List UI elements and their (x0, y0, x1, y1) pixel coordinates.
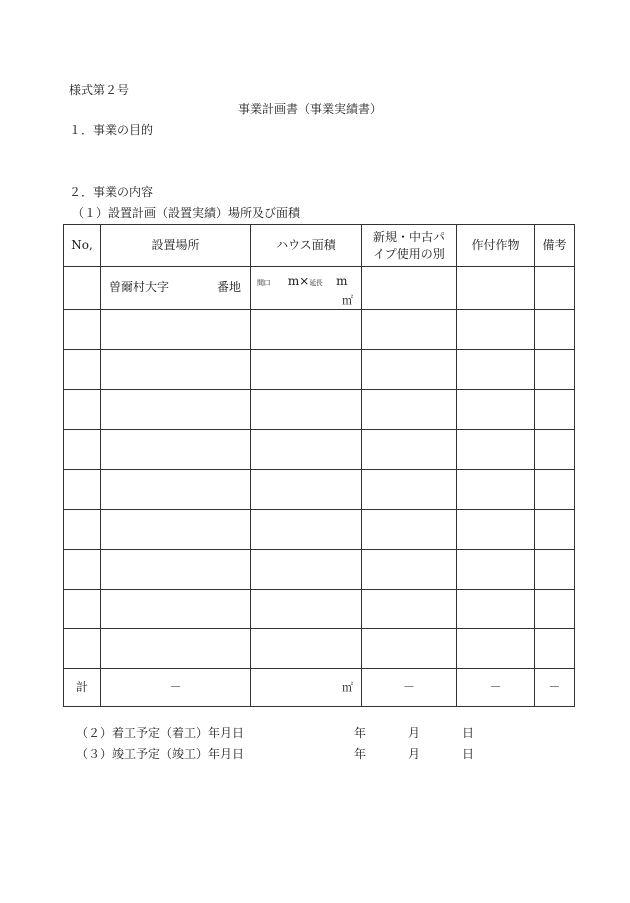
subsection-installation-heading: （１）設置計画（設置実績）場所及び面積 (72, 206, 301, 220)
start-day: 日 (462, 726, 475, 740)
total-pipe: － (362, 669, 457, 707)
document-title: 事業計画書（事業実績書） (238, 102, 383, 116)
table-row (64, 550, 575, 590)
unit-m: m (336, 274, 348, 288)
section-content-heading: ２．事業の内容 (69, 185, 154, 199)
end-date-label: （３）竣工予定（竣工）年月日 (76, 747, 245, 761)
table-total-row (64, 669, 575, 707)
header-crop: 作付作物 (457, 225, 535, 267)
header-area: ハウス面積 (251, 225, 362, 267)
table-row (64, 350, 575, 390)
unit-sqm: ㎡ (342, 294, 353, 308)
depth-label: 延長 (309, 279, 323, 287)
total-area (251, 669, 362, 707)
cell-area (251, 267, 362, 310)
cell-pipe (362, 267, 457, 310)
header-location: 設置場所 (101, 225, 251, 267)
table-row (64, 430, 575, 470)
table-row (64, 510, 575, 550)
times-m: m× (287, 274, 310, 288)
section-purpose-heading: １．事業の目的 (69, 123, 154, 137)
location-prefix: 曽爾村大字 (109, 280, 170, 294)
total-crop: － (457, 669, 535, 707)
end-year: 年 (354, 747, 367, 761)
table-row (64, 310, 575, 350)
header-pipe (362, 225, 457, 267)
total-location: － (101, 669, 251, 707)
table-row (64, 390, 575, 430)
total-remarks: － (535, 669, 575, 707)
cell-remarks (535, 267, 575, 310)
total-unit-sqm: ㎡ (342, 681, 353, 695)
header-pipe-line1: 新規・中古パ (372, 230, 445, 245)
table-row (64, 470, 575, 510)
table-row (64, 267, 575, 310)
table-row (64, 590, 575, 629)
cell-location (101, 267, 251, 310)
start-date-label: （２）着工予定（着工）年月日 (76, 726, 245, 740)
start-month: 月 (408, 726, 421, 740)
total-label: 計 (64, 669, 101, 707)
installation-table (63, 224, 575, 707)
form-number: 様式第２号 (69, 83, 130, 97)
end-day: 日 (462, 747, 475, 761)
location-suffix: 番地 (216, 280, 241, 294)
start-year: 年 (354, 726, 367, 740)
frontage-label: 間口 (257, 279, 270, 287)
table-header-row (64, 225, 575, 267)
end-month: 月 (408, 747, 421, 761)
cell-no (64, 267, 101, 310)
header-remarks: 備考 (535, 225, 575, 267)
table-row (64, 629, 575, 669)
cell-crop (457, 267, 535, 310)
header-no: No, (64, 225, 101, 267)
header-pipe-line2: イプ使用の別 (373, 246, 445, 261)
